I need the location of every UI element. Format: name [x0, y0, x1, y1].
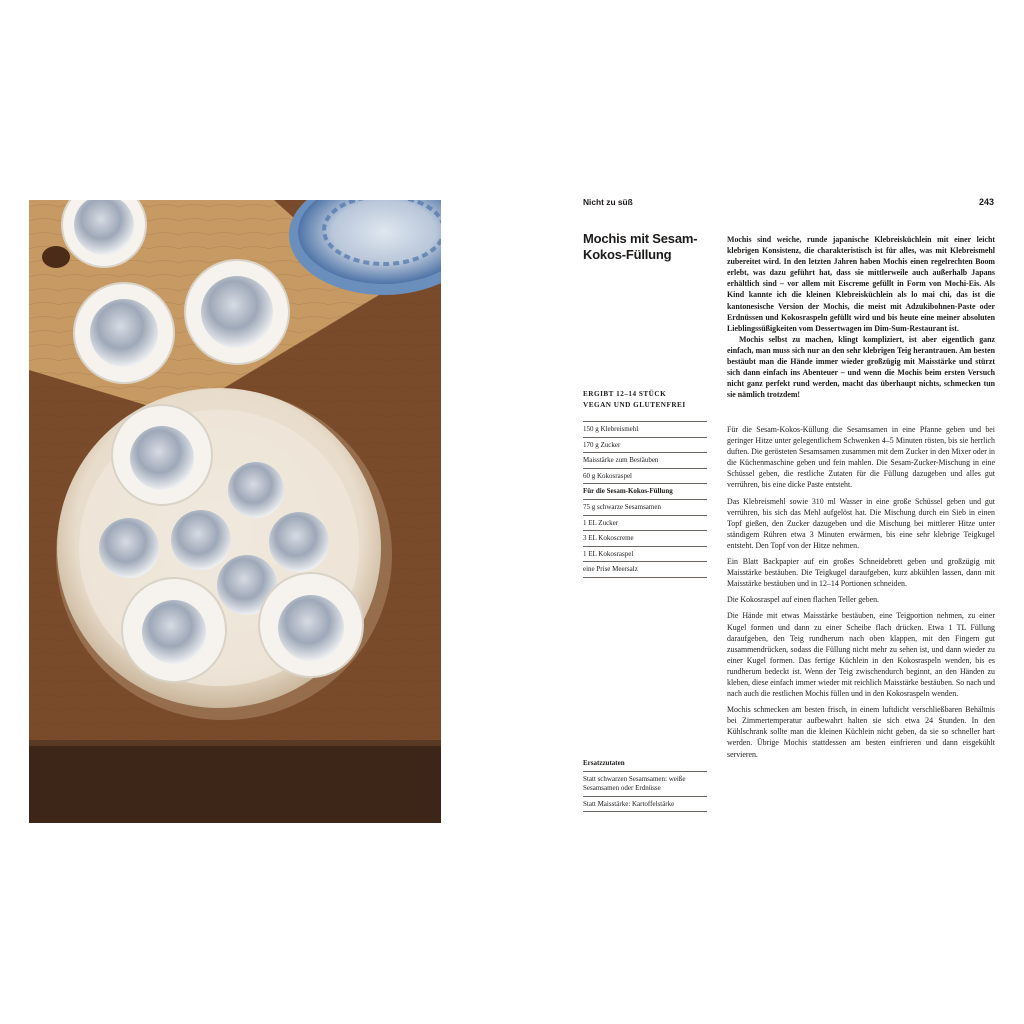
substitutions-heading: Ersatzzutaten [583, 759, 625, 767]
ingredient-item: 60 g Kokosraspel [583, 468, 707, 484]
recipe-intro [727, 234, 995, 400]
ingredient-item: 1 EL Kokosraspel [583, 546, 707, 562]
ingredient-item: 75 g schwarze Sesamsamen [583, 499, 707, 515]
mochi-photo [29, 200, 441, 823]
substitution-item: Statt schwarzen Sesamsamen: weiße Sesamsamen oder Erdnüsse [583, 771, 707, 796]
ingredient-list [583, 421, 707, 578]
method-step: Das Klebreismehl sowie 310 ml Wasser in eine große Schüssel geben und gut verrühren, bis sich das Mehl aufgelöst hat. Die Mischung durch ein Sieb in einen Topf gießen, den Zucker dazugeben und die Mischung bei mittlerer Hitze unter ständigem Rühren etwa 3 Minuten erwärmen, bis eine sehr klebrige Teigkugel entsteht. Den Topf von der Hitze nehmen. [727, 496, 995, 550]
substitution-item: Statt Maisstärke: Kartoffelstärke [583, 796, 707, 813]
method-step: Mochis schmecken am besten frisch, in einem luftdicht verschließbaren Behältnis bei Zimmertemperatur aufbewahrt halten sie sich etwa 24 Stunden. In den Kühlschrank sollte man die kleinen Küchlein nicht geben, da sie so schneller hart werden. Übrige Mochis stattdessen am besten einfrieren und dann eisgekühlt servieren. [727, 705, 995, 759]
page-number: 243 [978, 197, 994, 207]
recipe-method [727, 424, 995, 765]
filling-heading: Für die Sesam-Kokos-Füllung [583, 483, 707, 499]
ingredient-item: Maisstärke zum Bestäuben [583, 452, 707, 468]
ingredient-item: 1 EL Zucker [583, 515, 707, 531]
yield-line: ERGIBT 12–14 STÜCK [583, 390, 667, 398]
method-step: Die Hände mit etwas Maisstärke bestäuben, eine Teigportion nehmen, zu einer Kugel formen und dann zu einer Scheibe flach drücken. Etwa 1 TL Füllung daraufgeben, den Teig rundherum nach oben klappen, mit den Fingern gut zusammendrücken, sodass die Füllung nicht mehr zu sehen ist, und dann wieder zu einer Kugel formen. Das fertige Küchlein in den Kokosraspeln wenden, bis es rundherum bedeckt ist. Wenn der Teig zwischendurch beginnt, an den Händen zu kleben, diese einfach immer wieder mit reichlich Maisstärke bestäuben. So nach und nach auch die restlichen Mochis füllen und in den Kokosraspeln wenden. [727, 611, 995, 699]
dietary-line: VEGAN UND GLUTENFREI [583, 400, 686, 409]
intro-paragraph: Mochis selbst zu machen, klingt kompliziert, ist aber eigentlich ganz einfach, man muss sich nur an den sehr klebrigen Teig herantrauen. Am besten bestäubt man die Hände immer wieder großzügig mit Maisstärke und stürzt sich dann einfach ins Abenteuer – und wenn die Mochis beim ersten Versuch nicht ganz perfekt rund werden, macht das überhaupt nichts, schmecken tun sie nämlich trotzdem! [727, 334, 995, 400]
ingredient-item: 170 g Zucker [583, 437, 707, 453]
ingredient-item: 3 EL Kokoscreme [583, 530, 707, 546]
method-step: Ein Blatt Backpapier auf ein großes Schneidebrett geben und großzügig mit Maisstärke bestäuben. Die Teigkugel daraufgeben, kurz abkühlen lassen, dann mit Maisstärke bestäuben und in 12–14 Portionen schneiden. [727, 557, 995, 589]
intro-paragraph: Mochis sind weiche, runde japanische Klebreisküchlein mit einer leicht klebrigen Konsistenz, die charakteristisch ist für alles, was mit Klebreismehl zubereitet wird. In den letzten Jahren haben Mochis einen regelrechten Boom erlebt, was dazu geführt hat, dass sie mittlerweile auch außerhalb Japans erhältlich sind – vor allem mit Eiscreme gefüllt in Form von Mochi-Eis. Als Kind kannte ich die kleinen Klebreisküchlein als lo mai chi, das ist die kantonesische Version der Mochis, die meist mit Adzukibohnen-Paste oder Erdnüssen und Kokosraspeln gefüllt wird und bis heute eine meiner absoluten Lieblingssüßigkeiten vom Dessertwagen im Dim-Sum-Restaurant ist. [727, 235, 995, 333]
ingredient-item: 150 g Klebreismehl [583, 421, 707, 437]
recipe-title: Mochis mit Sesam-Kokos-Füllung [583, 231, 698, 262]
substitutions-list [583, 771, 707, 812]
recipe-yield [583, 389, 707, 410]
running-head: Nicht zu süß [583, 197, 633, 207]
ingredient-item: eine Prise Meersalz [583, 561, 707, 578]
method-step: Die Kokosraspel auf einen flachen Teller geben. [727, 595, 880, 605]
method-step: Für die Sesam-Kokos-Küllung die Sesamsamen in eine Pfanne geben und bei geringer Hitze unter gelegentlichem Schwenken 4–5 Minuten rösten, bis sie herrlich duften. Die gerösteten Sesamsamen zusammen mit dem Zucker in den Mixer oder in die Küchenmaschine geben und fein mahlen. Die Sesam-Zucker-Mischung in eine Schüssel geben, die restliche Zutaten für die Füllung dazugeben und alles gut verrühren, bis eine dicke Paste entsteht. [727, 425, 995, 490]
